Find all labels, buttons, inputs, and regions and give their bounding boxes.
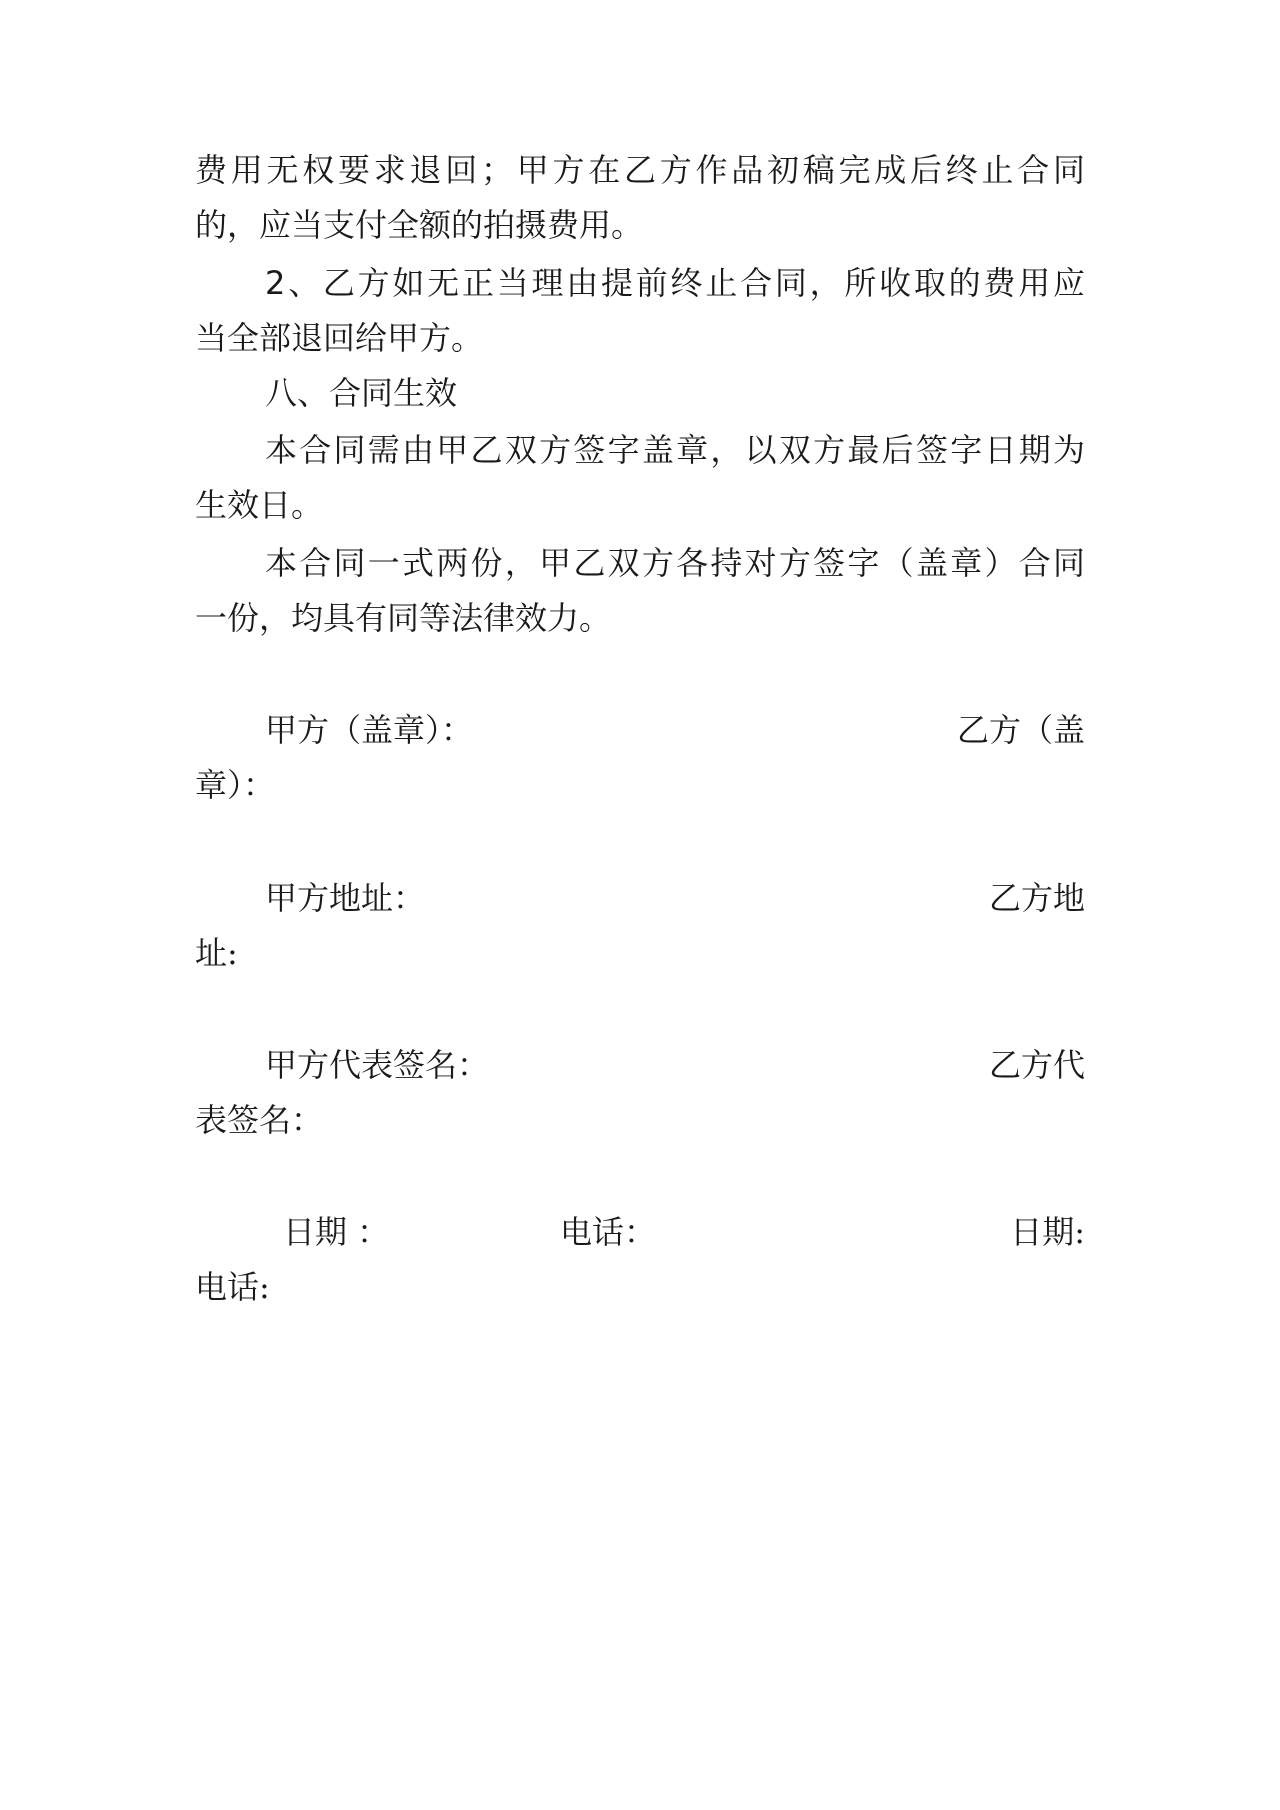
paragraph-line: 本合同一式两份，甲乙双方各持对方签字（盖章）合同 xyxy=(265,544,1085,582)
party-b-rep-label: 乙方代 xyxy=(988,1046,1085,1084)
paragraph-line: 一份，均具有同等法律效力。 xyxy=(195,599,612,637)
party-a-rep-label: 甲方代表签名： xyxy=(265,1046,490,1084)
clause-2-line xyxy=(265,263,1085,303)
party-b-phone-label: 电话: xyxy=(195,1268,270,1306)
clause-number: 2 xyxy=(265,264,286,302)
paragraph-line: 当全部退回给甲方。 xyxy=(195,319,484,357)
party-b-seal-label: 乙方（盖 xyxy=(956,711,1085,749)
paragraph-line: 本合同需由甲乙双方签字盖章，以双方最后签字日期为 xyxy=(265,431,1085,469)
section-heading: 八、合同生效 xyxy=(265,374,458,412)
party-a-phone-label: 电话： xyxy=(560,1213,657,1251)
paragraph-line: 的，应当支付全额的拍摄费用。 xyxy=(195,206,644,244)
party-b-date-label: 日期: xyxy=(1010,1213,1085,1251)
party-a-date-label: 日期 ： xyxy=(283,1213,390,1251)
party-b-seal-label-cont: 章）： xyxy=(195,766,276,804)
paragraph-line: 生效日。 xyxy=(195,486,324,524)
party-b-address-label: 乙方地 xyxy=(988,879,1085,917)
party-b-address-label-cont: 址: xyxy=(195,934,238,972)
party-a-seal-label: 甲方（盖章）： xyxy=(265,711,474,749)
clause-text: 、乙方如无正当理由提前终止合同，所收取的费用应 xyxy=(285,264,1085,302)
paragraph-line: 费用无权要求退回；甲方在乙方作品初稿完成后终止合同 xyxy=(195,151,1085,189)
party-b-rep-label-cont: 表签名： xyxy=(195,1101,324,1139)
party-a-address-label: 甲方地址： xyxy=(265,879,426,917)
